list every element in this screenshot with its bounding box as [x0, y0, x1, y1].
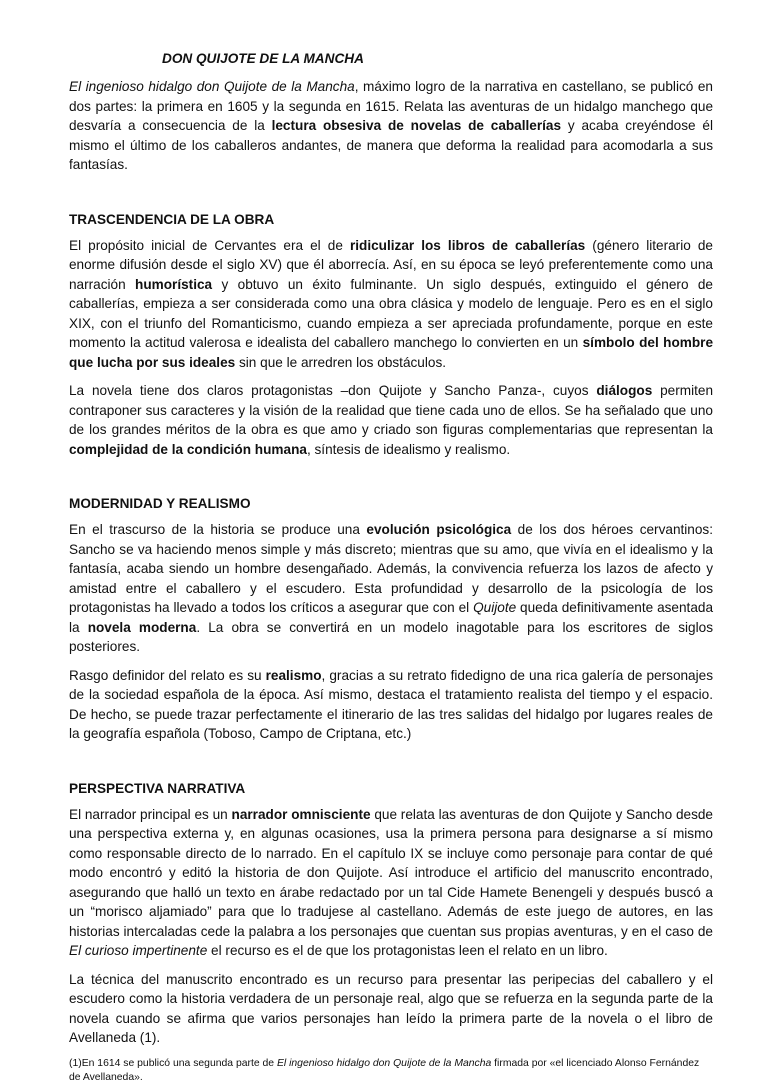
section-gap [69, 753, 713, 779]
emphasis: diálogos [596, 383, 653, 398]
emphasis: lectura obsesiva de novelas de caballerías [271, 118, 562, 133]
intro-paragraph [69, 77, 713, 175]
text-span: , máximo logro de la narrativa en castellano, se publicó en dos partes: la primera en 1605 y la segunda en 1615. Relata las aventuras de un hidalgo manchego que desvaría a consecuencia de la [69, 79, 713, 133]
work-title: El curioso impertinente [69, 943, 208, 958]
text-span: (género literario de enorme difusión desde el siglo XV) que él aborrecía. Así, en su época se leyó preferentemente como una narración [69, 237, 713, 292]
emphasis: humorística [135, 276, 213, 292]
text-span: que relata las aventuras de don Quijote y Sancho desde una perspectiva externa y, en algunas ocasiones, usa la primera persona para designarse a sí mismo como responsable directo de lo narrado. En el capítulo IX se incluye como personaje para contar de qué modo encontró y editó la historia de don Quijote. Así introduce el artificio del manuscrito encontrado, asegurando que halló un texto en árabe redactado por un tal Cide Hamete Benengeli y después buscó a un “morisco aljamiado” para que lo tradujese al castellano. Además de este juego de autores, en las historias intercaladas cede la palabra a los personajes que cuentan sus propias aventuras, y en el caso de [69, 806, 713, 939]
text-span: y acaba creyéndose él mismo el último de los caballeros andantes, de manera que deforma la realidad para acomodarla a sus fantasías. [69, 118, 713, 172]
text-span: , síntesis de idealismo y realismo. [306, 441, 511, 457]
work-title: El ingenioso hidalgo don Quijote de la Mancha [276, 1057, 492, 1069]
paragraph [69, 236, 713, 373]
text-span: , gracias a su retrato fidedigno de una rica galería de personajes de la sociedad española de la época. Así mismo, destaca el tratamiento realista del tiempo y el espacio. De hecho, se puede trazar perfectamente el itinerario de las tres salidas del hidalgo por lugares reales de la geografía española (Toboso, Campo de Criptana, etc.) [69, 667, 713, 741]
paragraph [69, 805, 713, 961]
emphasis: realismo [265, 667, 322, 683]
emphasis: ridiculizar los libros de caballerías [349, 237, 586, 253]
text-span: queda definitivamente asentada la [69, 600, 713, 635]
paragraph [69, 666, 713, 744]
text-span: firmada por «el licenciado Alonso Fernández de Avellaneda». [69, 1057, 700, 1083]
emphasis: narrador omnisciente [231, 806, 371, 822]
document-title: DON QUIJOTE DE LA MANCHA [162, 51, 364, 66]
text-span: sin que le arredren los obstáculos. [235, 354, 447, 370]
text-span: el recurso es el de que los protagonistas leen el relato en un libro. [207, 943, 608, 958]
text-span: (1)En 1614 se publicó una segunda parte de [69, 1057, 277, 1069]
section-gap [69, 184, 713, 210]
text-span: Rasgo definidor del relato es su [69, 667, 266, 683]
work-title: El ingenioso hidalgo don Quijote de la Mancha [69, 79, 355, 94]
paragraph: La técnica del manuscrito encontrado es un recurso para presentar las peripecias del caballero y el escudero como la historia verdadera de un personaje real, algo que se refuerza en la segunda parte de la novela cuando se afirma que varios personajes han leído la primera parte de la novela o el libro de Avellaneda (1). [69, 971, 713, 1045]
paragraph [69, 381, 713, 459]
section-heading-trascendencia: TRASCENDENCIA DE LA OBRA [69, 211, 275, 227]
work-title: Quijote [473, 600, 517, 615]
text-span: . La obra se convertirá en un modelo inagotable para los escritores de siglos posteriores. [69, 619, 713, 654]
text-span: y obtuvo un éxito fulminante. Un siglo después, extinguido el género de caballerías, empieza a ser considerada como una obra clásica y modelo de lenguaje. Pero es en el siglo XIX, con el triunfo del Romanticismo, cuando empieza a ser apreciada profundamente, porque en este momento la actitud valerosa e idealista del caballero manchego lo convierten en un [69, 276, 713, 350]
footnote [69, 1057, 713, 1086]
emphasis: evolución psicológica [366, 522, 512, 537]
section-heading-perspectiva: PERSPECTIVA NARRATIVA [69, 780, 246, 796]
emphasis: novela moderna [87, 619, 197, 635]
emphasis: complejidad de la condición humana [69, 441, 307, 457]
section-gap [69, 468, 713, 494]
section-heading-modernidad: MODERNIDAD Y REALISMO [69, 496, 251, 511]
text-span: En el trascurso de la historia se produce una [69, 522, 367, 537]
text-span: de los dos héroes cervantinos: Sancho se va haciendo menos simple y más discreto; mientras que su amo, que vivía en el idealismo y la fantasía, acaba siendo un hombre desengañado. Además, la convivencia refuerza los lazos de afecto y amistad entre el caballero y el escudero. Esta profundidad y desarrollo de la psicología de los protagonistas ha llevado a todos los críticos a asegurar que con el [69, 522, 713, 615]
paragraph [69, 520, 713, 657]
text-span: El narrador principal es un [69, 806, 232, 822]
text-span: La novela tiene dos claros protagonistas –don Quijote y Sancho Panza-, cuyos [69, 383, 597, 398]
text-span: El propósito inicial de Cervantes era el de [69, 237, 350, 253]
text-span: permiten contraponer sus caracteres y la visión de la realidad que tiene cada uno de ellos. Se ha señalado que uno de los grandes méritos de la obra es que amo y criado son figuras complementarias que representan la [69, 383, 713, 437]
emphasis: símbolo del hombre que lucha por sus ideales [69, 335, 714, 370]
